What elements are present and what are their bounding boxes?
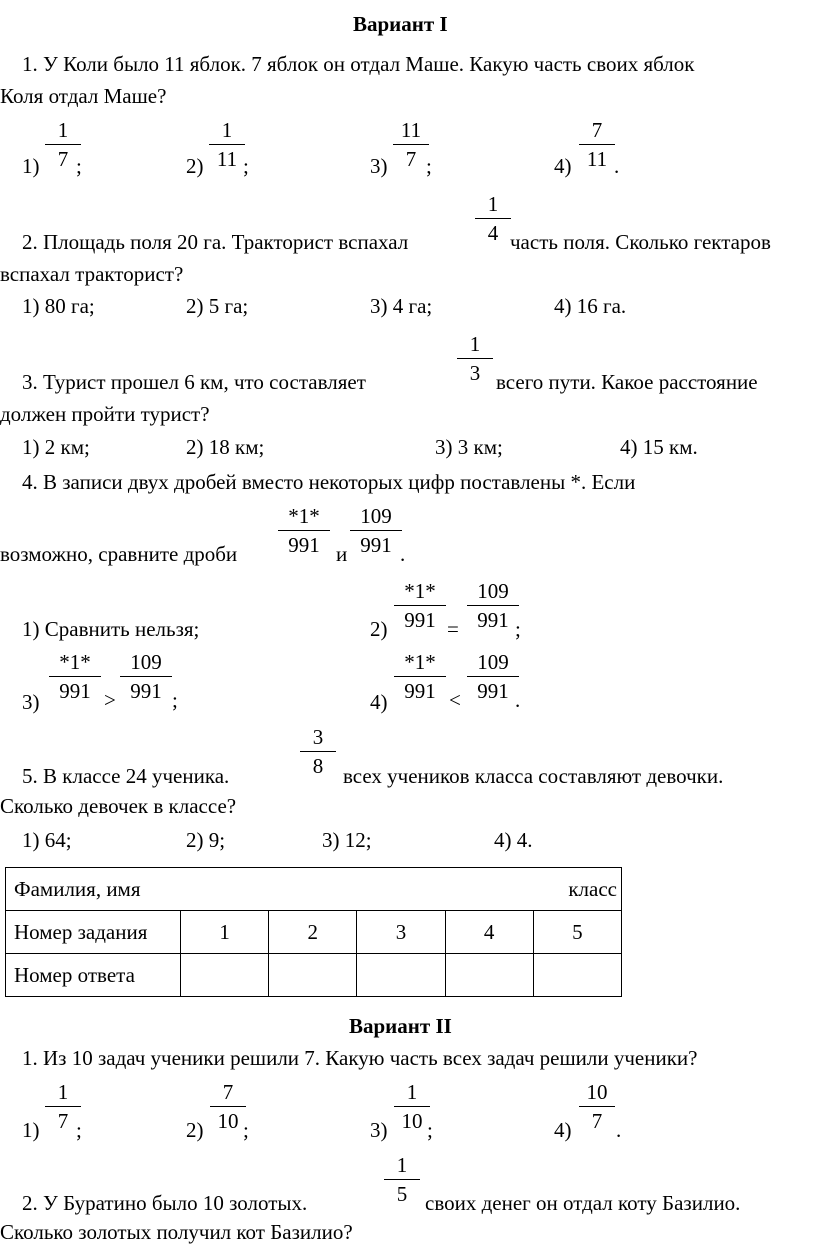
- v1-q2-opt4: 4) 16 га.: [554, 294, 627, 318]
- v2-q1-line1: 1. Из 10 задач ученики решили 7. Какую часть всех задач решили ученики?: [22, 1046, 698, 1070]
- v1-q1-line2: Коля отдал Маше?: [0, 84, 167, 108]
- v1-q1-opt1-label: 1): [22, 154, 40, 178]
- v2-q1-opt1-label: 1): [22, 1118, 40, 1142]
- v1-q1-opt4-sep: .: [614, 154, 620, 178]
- v1-q3-fraction: 1 3: [453, 332, 497, 387]
- table-row-name: [6, 868, 622, 911]
- v1-q4-opt3-symbol: >: [104, 688, 116, 712]
- v1-q4-end: .: [400, 542, 406, 566]
- v1-q1-opt2-label: 2): [186, 154, 204, 178]
- task-number-cell: 4: [445, 911, 533, 954]
- variant-1-title: Вариант I: [353, 12, 448, 36]
- v2-q1-opt3-fraction: 1 10: [390, 1080, 434, 1135]
- v1-q4-and: и: [336, 542, 348, 566]
- v1-q4-opt3-label: 3): [22, 690, 40, 714]
- v1-q5-opt4: 4) 4.: [494, 828, 533, 852]
- variant-2-title: Вариант II: [349, 1014, 452, 1038]
- v2-q2-post: своих денег он отдал коту Базилио.: [425, 1191, 741, 1215]
- answer-cell-2[interactable]: [269, 954, 357, 997]
- v2-q1-opt4-sep: .: [616, 1118, 622, 1142]
- v1-q4-opt4-fraction-b: 109 991: [463, 650, 523, 705]
- v1-q4-opt2-symbol: =: [447, 617, 459, 641]
- name-label: Фамилия, имя: [14, 876, 141, 901]
- task-number-cell: 2: [269, 911, 357, 954]
- name-cell[interactable]: [6, 868, 622, 911]
- v1-q4-opt2-fraction-b: 109 991: [463, 579, 523, 634]
- v1-q2-opt2: 2) 5 га;: [186, 294, 249, 318]
- v1-q1-opt3-sep: ;: [426, 154, 432, 178]
- v2-q1-opt3-sep: ;: [427, 1118, 433, 1142]
- answer-cell-5[interactable]: [533, 954, 621, 997]
- answer-table: [5, 867, 622, 997]
- v1-q1-opt1-fraction: 1 7: [41, 118, 85, 173]
- task-number-label: Номер задания: [6, 911, 181, 954]
- v1-q3-line2: должен пройти турист?: [0, 402, 210, 426]
- v1-q4-pre2: возможно, сравните дроби: [0, 542, 238, 566]
- v2-q1-opt4-fraction: 10 7: [575, 1080, 619, 1135]
- v2-q2-line2: Сколько золотых получил кот Базилио?: [0, 1220, 353, 1244]
- v1-q4-line1: 4. В записи двух дробей вместо некоторых цифр поставлены *. Если: [22, 470, 636, 494]
- answer-cell-4[interactable]: [445, 954, 533, 997]
- v2-q1-opt3-label: 3): [370, 1118, 388, 1142]
- v1-q2-line2: вспахал тракторист?: [0, 262, 184, 286]
- v1-q5-opt2: 2) 9;: [186, 828, 226, 852]
- v1-q4-opt2-label: 2): [370, 617, 388, 641]
- v1-q4-opt4-end: .: [515, 688, 521, 712]
- v2-q1-opt2-fraction: 7 10: [206, 1080, 250, 1135]
- v1-q4-opt4-symbol: <: [449, 688, 461, 712]
- answer-cell-3[interactable]: [357, 954, 445, 997]
- v1-q1-opt3-fraction: 11 7: [389, 118, 433, 173]
- v1-q2-fraction: 1 4: [471, 192, 515, 247]
- v1-q3-opt1: 1) 2 км;: [22, 435, 90, 459]
- v1-q2-opt3: 3) 4 га;: [370, 294, 433, 318]
- v2-q1-opt2-sep: ;: [243, 1118, 249, 1142]
- v2-q1-opt1-fraction: 1 7: [41, 1080, 85, 1135]
- v1-q1-opt2-sep: ;: [243, 154, 249, 178]
- v1-q4-opt4-fraction-a: *1* 991: [390, 650, 450, 705]
- v1-q4-opt3-end: ;: [172, 688, 178, 712]
- v2-q2-pre: 2. У Буратино было 10 золотых.: [22, 1191, 308, 1215]
- class-label: класс: [568, 876, 617, 901]
- v1-q4-opt4-label: 4): [370, 690, 388, 714]
- v1-q2-pre: 2. Площадь поля 20 га. Тракторист вспахал: [22, 230, 409, 254]
- v1-q3-post: всего пути. Какое расстояние: [496, 370, 758, 394]
- v1-q1-opt4-fraction: 7 11: [575, 118, 619, 173]
- v1-q5-opt3: 3) 12;: [322, 828, 372, 852]
- v1-q5-fraction: 3 8: [296, 725, 340, 780]
- v1-q1-opt1-sep: ;: [76, 154, 82, 178]
- v2-q1-opt2-label: 2): [186, 1118, 204, 1142]
- table-row-answers: [6, 954, 622, 997]
- v1-q4-opt3-fraction-a: *1* 991: [45, 650, 105, 705]
- v1-q5-line2: Сколько девочек в классе?: [0, 794, 237, 818]
- v1-q3-opt3: 3) 3 км;: [435, 435, 503, 459]
- answer-number-label: Номер ответа: [6, 954, 181, 997]
- task-number-cell: 5: [533, 911, 621, 954]
- answer-cell-1[interactable]: [181, 954, 269, 997]
- v1-q3-pre: 3. Турист прошел 6 км, что составляет: [22, 370, 366, 394]
- v2-q2-fraction: 1 5: [380, 1153, 424, 1208]
- v1-q1-opt4-label: 4): [554, 154, 572, 178]
- v1-q4-opt3-fraction-b: 109 991: [116, 650, 176, 705]
- v1-q5-post: всех учеников класса составляют девочки.: [343, 764, 724, 788]
- task-number-cell: 3: [357, 911, 445, 954]
- v1-q5-pre: 5. В классе 24 ученика.: [22, 764, 230, 788]
- v1-q1-opt2-fraction: 1 11: [205, 118, 249, 173]
- v1-q4-opt1: 1) Сравнить нельзя;: [22, 617, 200, 641]
- v1-q2-post: часть поля. Сколько гектаров: [510, 230, 771, 254]
- task-number-cell: 1: [181, 911, 269, 954]
- v1-q3-opt2: 2) 18 км;: [186, 435, 265, 459]
- v1-q2-opt1: 1) 80 га;: [22, 294, 95, 318]
- v1-q4-opt2-fraction-a: *1* 991: [390, 579, 450, 634]
- v1-q3-opt4: 4) 15 км.: [620, 435, 698, 459]
- v1-q1-line1: 1. У Коли было 11 яблок. 7 яблок он отдал Маше. Какую часть своих яблок: [22, 52, 695, 76]
- v2-q1-opt1-sep: ;: [76, 1118, 82, 1142]
- table-row-tasks: [6, 911, 622, 954]
- v1-q4-opt2-end: ;: [515, 617, 521, 641]
- v1-q4-fraction-b: 109 991: [346, 504, 406, 559]
- v1-q5-opt1: 1) 64;: [22, 828, 72, 852]
- v1-q1-opt3-label: 3): [370, 154, 388, 178]
- v1-q4-fraction-a: *1* 991: [274, 504, 334, 559]
- v2-q1-opt4-label: 4): [554, 1118, 572, 1142]
